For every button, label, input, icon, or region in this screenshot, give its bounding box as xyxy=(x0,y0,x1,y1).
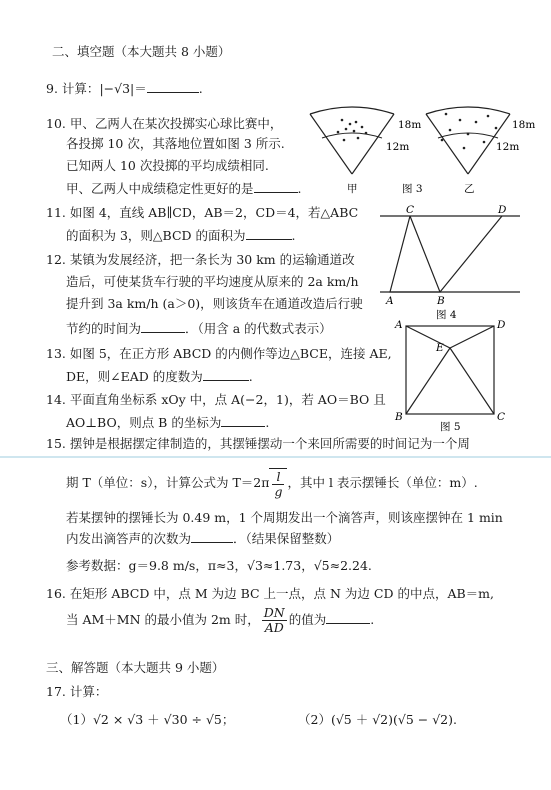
q12-number: 12. xyxy=(46,252,66,267)
q10-line-2: 各投掷 10 次，其落地位置如图 3 所示. xyxy=(66,136,285,151)
q14-text-1: 平面直角坐标系 xOy 中，点 A(−2，1)，若 AO＝BO 且 xyxy=(69,392,386,407)
q15-text-4b: ．（结果保留整数） xyxy=(233,531,340,546)
figure-3 xyxy=(300,100,536,198)
q15-fraction xyxy=(272,470,284,499)
fig5-label-c: C xyxy=(497,411,506,423)
fig5-label-e: E xyxy=(436,342,444,354)
dist-outer-right: 18m xyxy=(512,119,536,131)
q10-text-1: 甲、乙两人在某次投掷实心球比赛中， xyxy=(69,116,283,131)
dist-inner-right: 12m xyxy=(496,141,520,153)
q10-line-4: 甲、乙两人中成绩稳定性更好的是 . xyxy=(66,181,302,196)
q12-tail: ．（用含 a 的代数式表示） xyxy=(185,321,332,336)
fig3-label-yi: 乙 xyxy=(464,183,475,195)
q15-sqrt xyxy=(269,468,287,499)
q9-number: 9. xyxy=(46,81,58,96)
q14-line-2: AO⊥BO，则点 B 的坐标为 . xyxy=(66,415,270,430)
fan-diagram-yi xyxy=(426,107,535,195)
q12-text-4: 节约的时间为 xyxy=(66,321,142,336)
q11-text-1: 如图 4，直线 AB∥CD，AB＝2，CD＝4，若△ABC xyxy=(69,205,359,220)
fan-diagram-jia xyxy=(310,107,421,195)
q17-part-1: （1）√2 × √3 ＋ √30 ÷ √5； xyxy=(60,712,235,727)
q17-text: 计算： xyxy=(69,684,108,699)
q12-text-1: 某镇为发展经济，把一条长为 30 km 的运输通道改 xyxy=(69,252,355,267)
fig5-label-b: B xyxy=(395,411,403,423)
q12-line-4 xyxy=(66,320,332,337)
section-3-title: 三、解答题（本大题共 9 小题） xyxy=(46,660,225,675)
q15-frac-den: g xyxy=(274,484,283,499)
q16-text-1: 在矩形 ABCD 中，点 M 为边 BC 上一点，点 N 为边 CD 的中点，AB＝m, xyxy=(69,586,494,601)
q15-line-4 xyxy=(66,530,339,547)
q14-line-1 xyxy=(46,392,386,408)
q15-text-4a: 内发出滴答声的次数为 xyxy=(66,531,192,546)
q12-line-3: 提升到 3a km/h (a＞0)，则该货车在通道改造后行驶 xyxy=(66,296,363,311)
q17-part-2: （2）(√5 ＋ √2)(√5 − √2). xyxy=(298,712,457,727)
q9-answer-blank[interactable] xyxy=(147,80,199,93)
fig5-caption: 图 5 xyxy=(440,421,461,433)
q13-answer-blank[interactable] xyxy=(203,368,249,381)
q15-line-5: 参考数据：g＝9.8 m/s，π≈3，√3≈1.73，√5≈2.24. xyxy=(66,558,372,573)
q15-text-2b: ，其中 l 表示摆锤长（单位：m）. xyxy=(287,475,478,490)
question-9: 9. 计算：|−√3|＝ . xyxy=(46,81,203,96)
fig4-caption: 图 4 xyxy=(436,309,457,321)
figure-4 xyxy=(380,204,530,322)
q9-expression: |−√3|＝ xyxy=(99,81,147,96)
dist-inner-left: 12m xyxy=(386,141,410,153)
q13-number: 13. xyxy=(46,346,66,361)
fig3-label-jia: 甲 xyxy=(347,183,358,195)
q13-line-1 xyxy=(46,346,392,362)
q10-line-3: 已知两人 10 次投掷的平均成绩相同. xyxy=(66,158,269,173)
q15-line-1 xyxy=(46,436,470,452)
q10-number: 10. xyxy=(46,116,66,131)
q11-line-1 xyxy=(46,205,358,221)
q11-answer-blank[interactable] xyxy=(246,227,292,240)
q17-number: 17. xyxy=(46,684,66,699)
figure-5 xyxy=(392,318,510,434)
q12-line-1 xyxy=(46,252,355,268)
q16-answer-blank[interactable] xyxy=(326,611,370,624)
question-17 xyxy=(46,684,107,700)
q9-text: 计算： xyxy=(61,81,100,96)
q11-text-2: 的面积为 3，则△BCD 的面积为 xyxy=(66,228,246,243)
q12-line-2: 造后，可使某货车行驶的平均速度从原来的 2a km/h xyxy=(66,274,359,289)
q11-line-2: 的面积为 3，则△BCD 的面积为 . xyxy=(66,228,296,243)
q15-frac-num: l xyxy=(272,470,284,485)
q15-text-1: 摆钟是根据摆定律制造的，其摆锤摆动一个来回所需要的时间记为一个周 xyxy=(69,436,470,451)
q15-line-2 xyxy=(66,468,478,499)
q15-line-3: 若某摆钟的摆锤长为 0.49 m，1 个周期发出一个滴答声，则该座摆钟在 1 min xyxy=(66,510,503,525)
q14-number: 14. xyxy=(46,392,66,407)
q15-number: 15. xyxy=(46,436,66,451)
q13-text-2: DE，则∠EAD 的度数为 xyxy=(66,369,203,384)
q16-line-1 xyxy=(46,586,494,602)
page-divider xyxy=(0,456,551,458)
fig5-label-d: D xyxy=(497,319,506,331)
q10-answer-blank[interactable] xyxy=(254,180,298,193)
q11-number: 11. xyxy=(46,205,66,220)
q12-answer-blank[interactable] xyxy=(141,320,185,333)
q10-line-1 xyxy=(46,116,282,132)
q16-text-2a: 当 AM＋MN 的最小值为 2m 时， xyxy=(66,612,260,627)
q16-fraction xyxy=(262,606,287,635)
q16-frac-den: AD xyxy=(264,620,284,635)
q16-number: 16. xyxy=(46,586,66,601)
fig4-label-b: B xyxy=(437,295,445,307)
q16-frac-num: DN xyxy=(263,605,285,620)
q13-text-1: 如图 5，在正方形 ABCD 的内侧作等边△BCE，连接 AE, xyxy=(69,346,392,361)
q13-line-2: DE，则∠EAD 的度数为 . xyxy=(66,369,253,384)
q16-line-2: 当 AM＋MN 的最小值为 2m 时， $\frac{DN}{AD}$ 的值为 . xyxy=(66,605,375,635)
section-2-title: 二、填空题（本大题共 8 小题） xyxy=(52,44,231,59)
q15-text-2a: 期 T（单位：s），计算公式为 T＝2π xyxy=(66,475,270,490)
fig4-label-a: A xyxy=(386,295,394,307)
q14-answer-blank[interactable] xyxy=(221,414,265,427)
fig4-label-d: D xyxy=(498,204,507,216)
q15-answer-blank[interactable] xyxy=(191,530,233,543)
fig3-caption: 图 3 xyxy=(402,183,423,195)
fig4-label-c: C xyxy=(406,204,415,216)
q14-text-2: AO⊥BO，则点 B 的坐标为 xyxy=(66,415,222,430)
q16-text-2b: 的值为 xyxy=(288,612,327,627)
fig5-label-a: A xyxy=(395,319,403,331)
q10-text-4: 甲、乙两人中成绩稳定性更好的是 xyxy=(66,181,254,196)
dist-outer-left: 18m xyxy=(398,119,422,131)
